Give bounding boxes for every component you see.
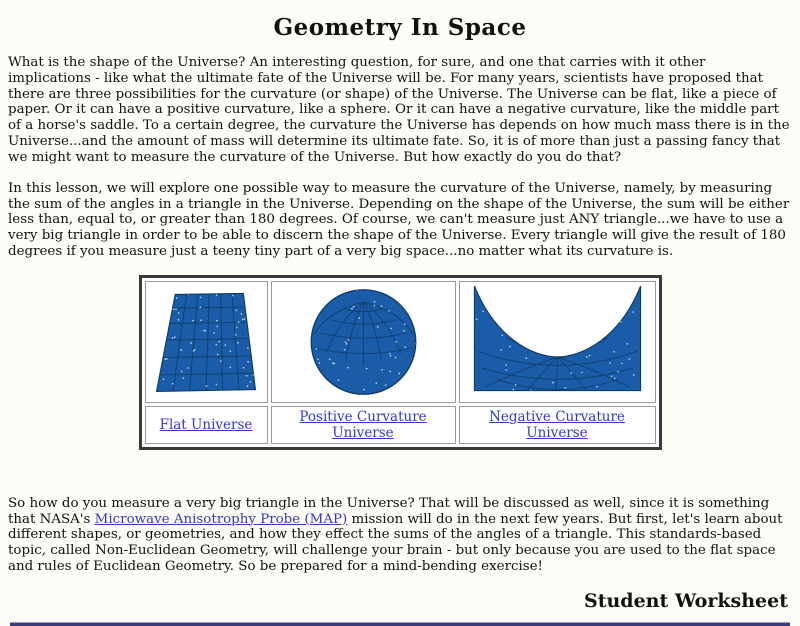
student-worksheet-heading: Student Worksheet <box>584 589 788 612</box>
flat-universe-link[interactable]: Flat Universe <box>159 416 253 433</box>
positive-curvature-cell <box>271 281 456 403</box>
map-paragraph-end: mission will do in the next few years. But first, let's learn about different shapes, or geometries, and how they effect the sums of the angles of a triangle. This standards-based topic, called Non-Euclidean Geometry, will challenge your brain - but only because you are used to the flat space and rules of Euclidean Geometry. So be prepared for a mind-bending exercise! <box>8 511 783 574</box>
lesson-paragraph: In this lesson, we will explore one possible way to measure the curvature of the Universe, namely, by measuring the sum of the angles in a triangle in the Universe. Depending on the shape of the Universe, the sum will be either less than, equal to, or greater than 180 degrees. Of course, we can't measure just ANY triangle...we have to use a very big triangle in order to be able to discern the shape of the Universe. Every triangle will give the result of 180 degrees if you measure just a teeny tiny part of a very big space...no matter what its curvature is. <box>8 180 790 259</box>
page-title: Geometry In Space <box>273 14 527 41</box>
positive-curvature-caption-cell <box>271 406 456 444</box>
flat-universe-cell <box>145 281 268 403</box>
positive-curvature-universe-link[interactable]: Positive Curvature Universe <box>299 408 427 441</box>
flat-universe-image <box>150 286 262 398</box>
negative-curvature-universe-link[interactable]: Negative Curvature Universe <box>489 408 625 441</box>
map-paragraph <box>8 496 792 575</box>
positive-curvature-sphere-image <box>281 286 446 398</box>
universe-gallery <box>8 275 792 450</box>
negative-curvature-saddle-image <box>465 286 650 398</box>
map-paragraph-start: So how do you measure a very big triangle in the Universe? That will be discussed as well, since it is something that NASA's <box>8 495 770 527</box>
negative-curvature-caption-cell <box>459 406 656 444</box>
map-mission-link[interactable]: Microwave Anisotrophy Probe (MAP) <box>94 511 348 527</box>
flat-universe-caption-cell <box>145 406 268 444</box>
bottom-divider <box>10 622 790 626</box>
negative-curvature-cell <box>459 281 656 403</box>
intro-paragraph: What is the shape of the Universe? An interesting question, for sure, and one that carries with it other implications - like what the ultimate fate of the Universe will be. For many years, scientists have proposed that there are three possibilities for the curvature (or shape) of the Universe. The Universe can be flat, like a piece of paper. Or it can have a positive curvature, like a sphere. Or it can have a negative curvature, like the middle part of a horse's saddle. To a certain degree, the curvature the Universe has depends on how much mass there is in the Universe...and the amount of mass will determine its ultimate fate. So, it is of more than just a passing fancy that we might want to measure the curvature of the Universe. But how exactly do you do that? <box>8 55 790 165</box>
universe-gallery-table <box>139 275 662 450</box>
